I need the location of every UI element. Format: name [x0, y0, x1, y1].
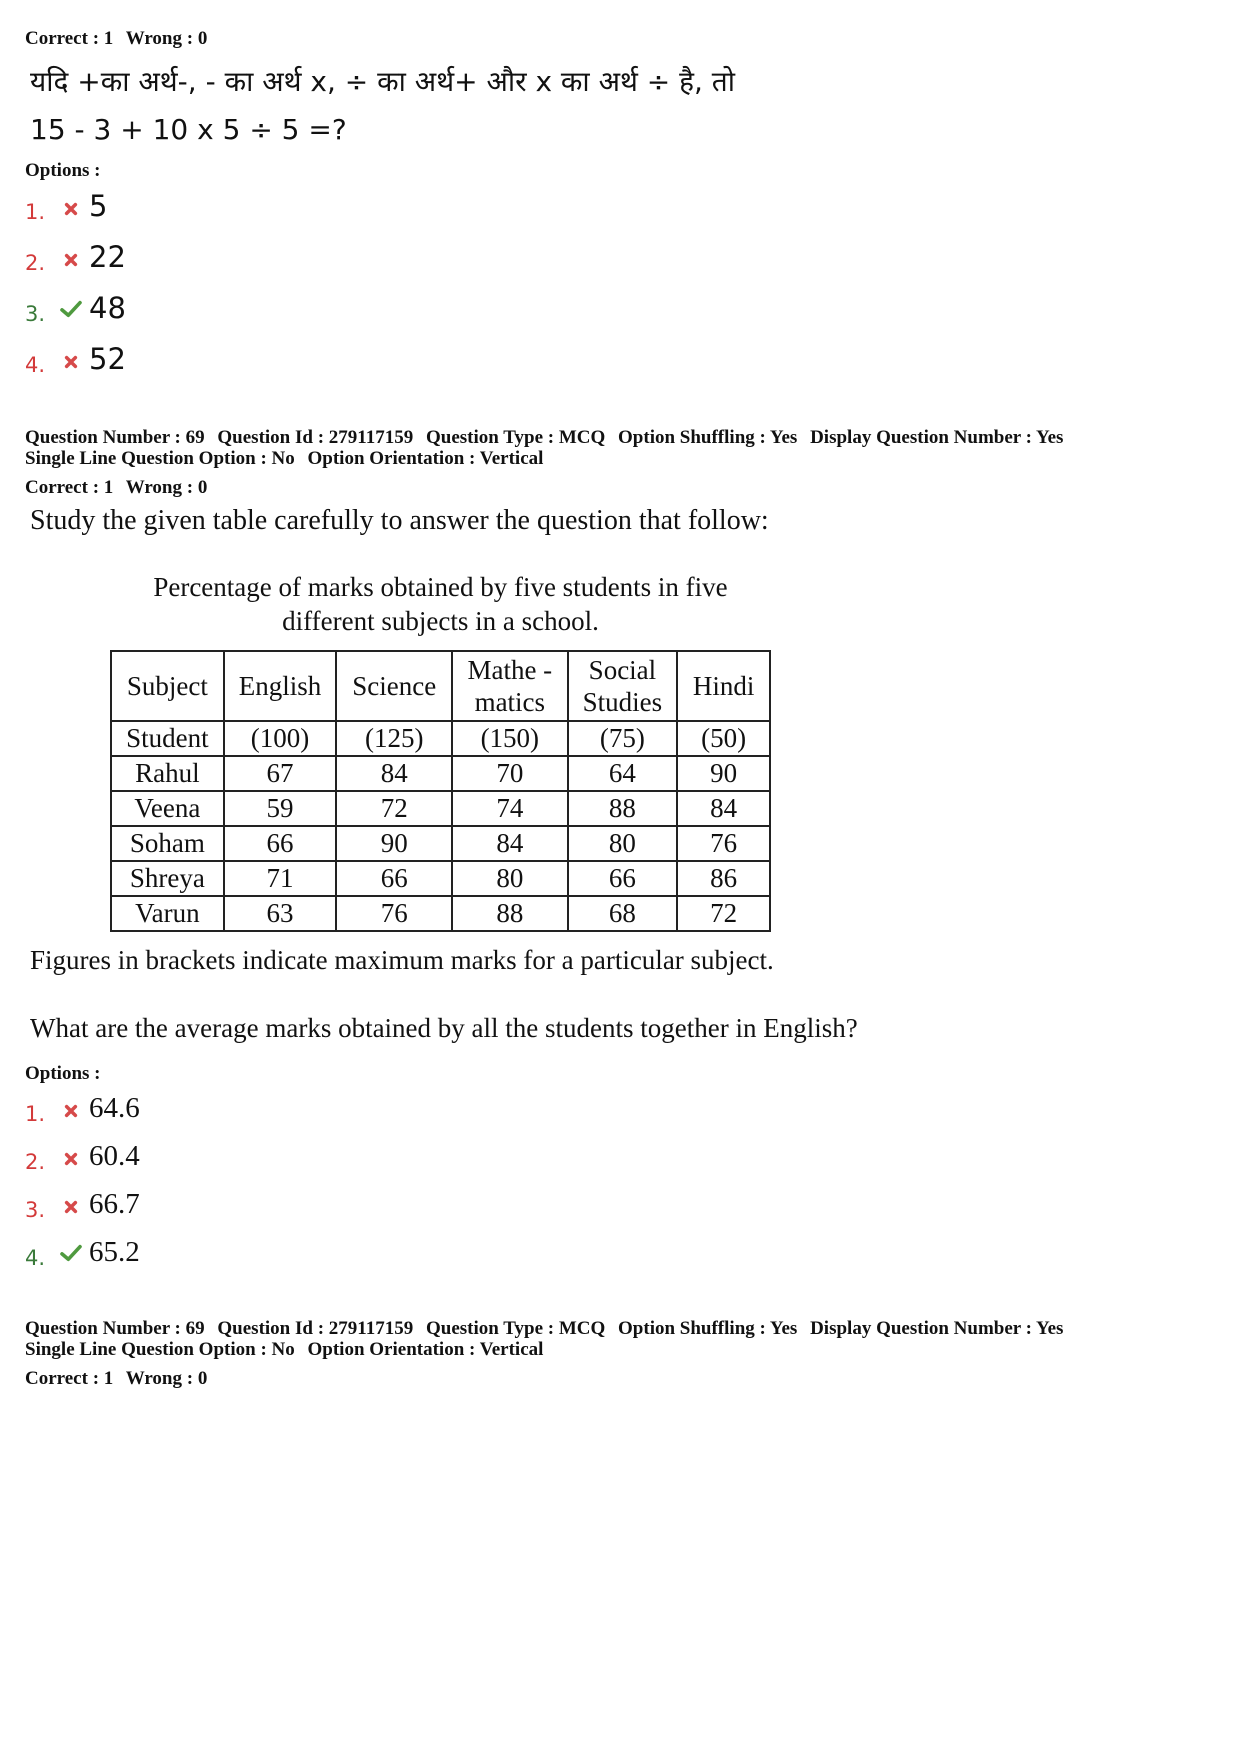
table-cell: 76: [677, 826, 770, 861]
table-row: [111, 861, 770, 896]
marks-table: [110, 650, 771, 932]
correct-count: Correct : 1: [25, 28, 114, 49]
single-line-option: Single Line Question Option : No: [25, 448, 295, 469]
table-cell: 90: [336, 826, 452, 861]
table-cell: (75): [568, 721, 678, 756]
table-cell: 72: [336, 791, 452, 826]
check-icon: [53, 300, 89, 328]
table-footnote: Figures in brackets indicate maximum marks for a particular subject.: [30, 945, 774, 975]
table-cell: 72: [677, 896, 770, 931]
header-mathematics: Mathe - matics: [452, 651, 568, 721]
question-expression: 15 - 3 + 10 x 5 ÷ 5 =?: [30, 113, 347, 146]
table-cell: 86: [677, 861, 770, 896]
option-3[interactable]: [25, 288, 126, 328]
table-cell: 84: [452, 826, 568, 861]
table-cell: 90: [677, 756, 770, 791]
cross-icon: [53, 355, 89, 379]
header-hindi: Hindi: [677, 651, 770, 721]
option-2[interactable]: [25, 237, 126, 277]
table-cell: (100): [224, 721, 337, 756]
option-orientation: Option Orientation : Vertical: [307, 448, 544, 469]
option-1[interactable]: [25, 186, 107, 226]
cross-icon: [53, 1152, 89, 1176]
table-row: [111, 756, 770, 791]
option-4[interactable]: [25, 339, 126, 379]
table-title: [100, 570, 781, 638]
option-value: 64.6: [89, 1092, 140, 1124]
cross-icon: [53, 202, 89, 226]
check-icon: [53, 1244, 89, 1272]
cross-icon: [53, 1200, 89, 1224]
table-title-line2: different subjects in a school.: [282, 606, 599, 636]
table-cell: Shreya: [111, 861, 224, 896]
question-intro: Study the given table carefully to answer the question that follow:: [30, 505, 769, 536]
table-cell: 71: [224, 861, 337, 896]
option-value: 22: [89, 240, 126, 274]
header-science: Science: [336, 651, 452, 721]
question-id: Question Id : 279117159: [217, 1318, 414, 1339]
option-number: 2.: [25, 1150, 46, 1174]
option-number: 2.: [25, 251, 46, 275]
option-number: 4.: [25, 353, 46, 377]
result-line: [25, 28, 215, 49]
option-value: 65.2: [89, 1236, 140, 1268]
table-header-row: [111, 651, 770, 721]
header-english: English: [224, 651, 337, 721]
single-line-option: Single Line Question Option : No: [25, 1339, 295, 1360]
cross-icon: [53, 1104, 89, 1128]
option-value: 52: [89, 342, 126, 376]
question-type: Question Type : MCQ: [425, 427, 606, 448]
question-number: Question Number : 69: [25, 427, 205, 448]
table-cell: (50): [677, 721, 770, 756]
option-number: 3.: [25, 1198, 46, 1222]
table-cell: 64: [568, 756, 678, 791]
table-cell: 68: [568, 896, 678, 931]
table-cell: 66: [568, 861, 678, 896]
display-question-number: Display Question Number : Yes: [810, 427, 1064, 448]
table-cell: Veena: [111, 791, 224, 826]
table-cell: 80: [568, 826, 678, 861]
question-meta-line2: [25, 1339, 551, 1360]
table-cell: 66: [224, 826, 337, 861]
question-id: Question Id : 279117159: [217, 427, 414, 448]
table-row: [111, 826, 770, 861]
option-shuffling: Option Shuffling : Yes: [618, 427, 798, 448]
question-type: Question Type : MCQ: [425, 1318, 606, 1339]
table-cell: 66: [336, 861, 452, 896]
question-number: Question Number : 69: [25, 1318, 205, 1339]
table-row: [111, 791, 770, 826]
table-row: [111, 896, 770, 931]
result-line: [25, 477, 215, 498]
option-shuffling: Option Shuffling : Yes: [618, 1318, 798, 1339]
question-meta-line2: [25, 448, 551, 469]
table-cell: (150): [452, 721, 568, 756]
table-cell: 80: [452, 861, 568, 896]
table-cell: 59: [224, 791, 337, 826]
option-1[interactable]: [25, 1088, 140, 1128]
option-number: 1.: [25, 1102, 46, 1126]
table-cell: (125): [336, 721, 452, 756]
result-line: [25, 1368, 215, 1389]
table-cell: Varun: [111, 896, 224, 931]
option-2[interactable]: [25, 1136, 140, 1176]
question-text: What are the average marks obtained by all the students together in English?: [30, 1013, 858, 1043]
header-social-studies: Social Studies: [568, 651, 678, 721]
option-value: 66.7: [89, 1188, 140, 1220]
option-orientation: Option Orientation : Vertical: [307, 1339, 544, 1360]
option-4[interactable]: [25, 1232, 140, 1272]
cross-icon: [53, 253, 89, 277]
table-cell: 67: [224, 756, 337, 791]
table-cell: 70: [452, 756, 568, 791]
table-title-line1: Percentage of marks obtained by five students in five: [153, 572, 728, 602]
table-cell: 74: [452, 791, 568, 826]
table-cell: Student: [111, 721, 224, 756]
option-number: 3.: [25, 302, 46, 326]
table-cell: 84: [336, 756, 452, 791]
options-label: Options :: [25, 1063, 101, 1084]
header-subject: Subject: [111, 651, 224, 721]
table-cell: 76: [336, 896, 452, 931]
question-meta-line1: [25, 1318, 1071, 1339]
display-question-number: Display Question Number : Yes: [810, 1318, 1064, 1339]
wrong-count: Wrong : 0: [125, 28, 208, 49]
table-cell: 88: [452, 896, 568, 931]
correct-count: Correct : 1: [25, 1368, 114, 1389]
question-text-hindi: यदि +का अर्थ-, - का अर्थ x, ÷ का अर्थ+ और x का अर्थ ÷ है, तो: [30, 65, 735, 98]
option-number: 1.: [25, 200, 46, 224]
option-value: 5: [89, 189, 108, 223]
option-value: 48: [89, 291, 126, 325]
question-meta-line1: [25, 427, 1071, 448]
wrong-count: Wrong : 0: [125, 1368, 208, 1389]
table-cell: 88: [568, 791, 678, 826]
options-label: Options :: [25, 160, 101, 181]
table-cell: Rahul: [111, 756, 224, 791]
table-cell: 84: [677, 791, 770, 826]
table-cell: 63: [224, 896, 337, 931]
option-number: 4.: [25, 1246, 46, 1270]
option-value: 60.4: [89, 1140, 140, 1172]
option-3[interactable]: [25, 1184, 140, 1224]
table-row-max-marks: [111, 721, 770, 756]
correct-count: Correct : 1: [25, 477, 114, 498]
wrong-count: Wrong : 0: [125, 477, 208, 498]
table-cell: Soham: [111, 826, 224, 861]
